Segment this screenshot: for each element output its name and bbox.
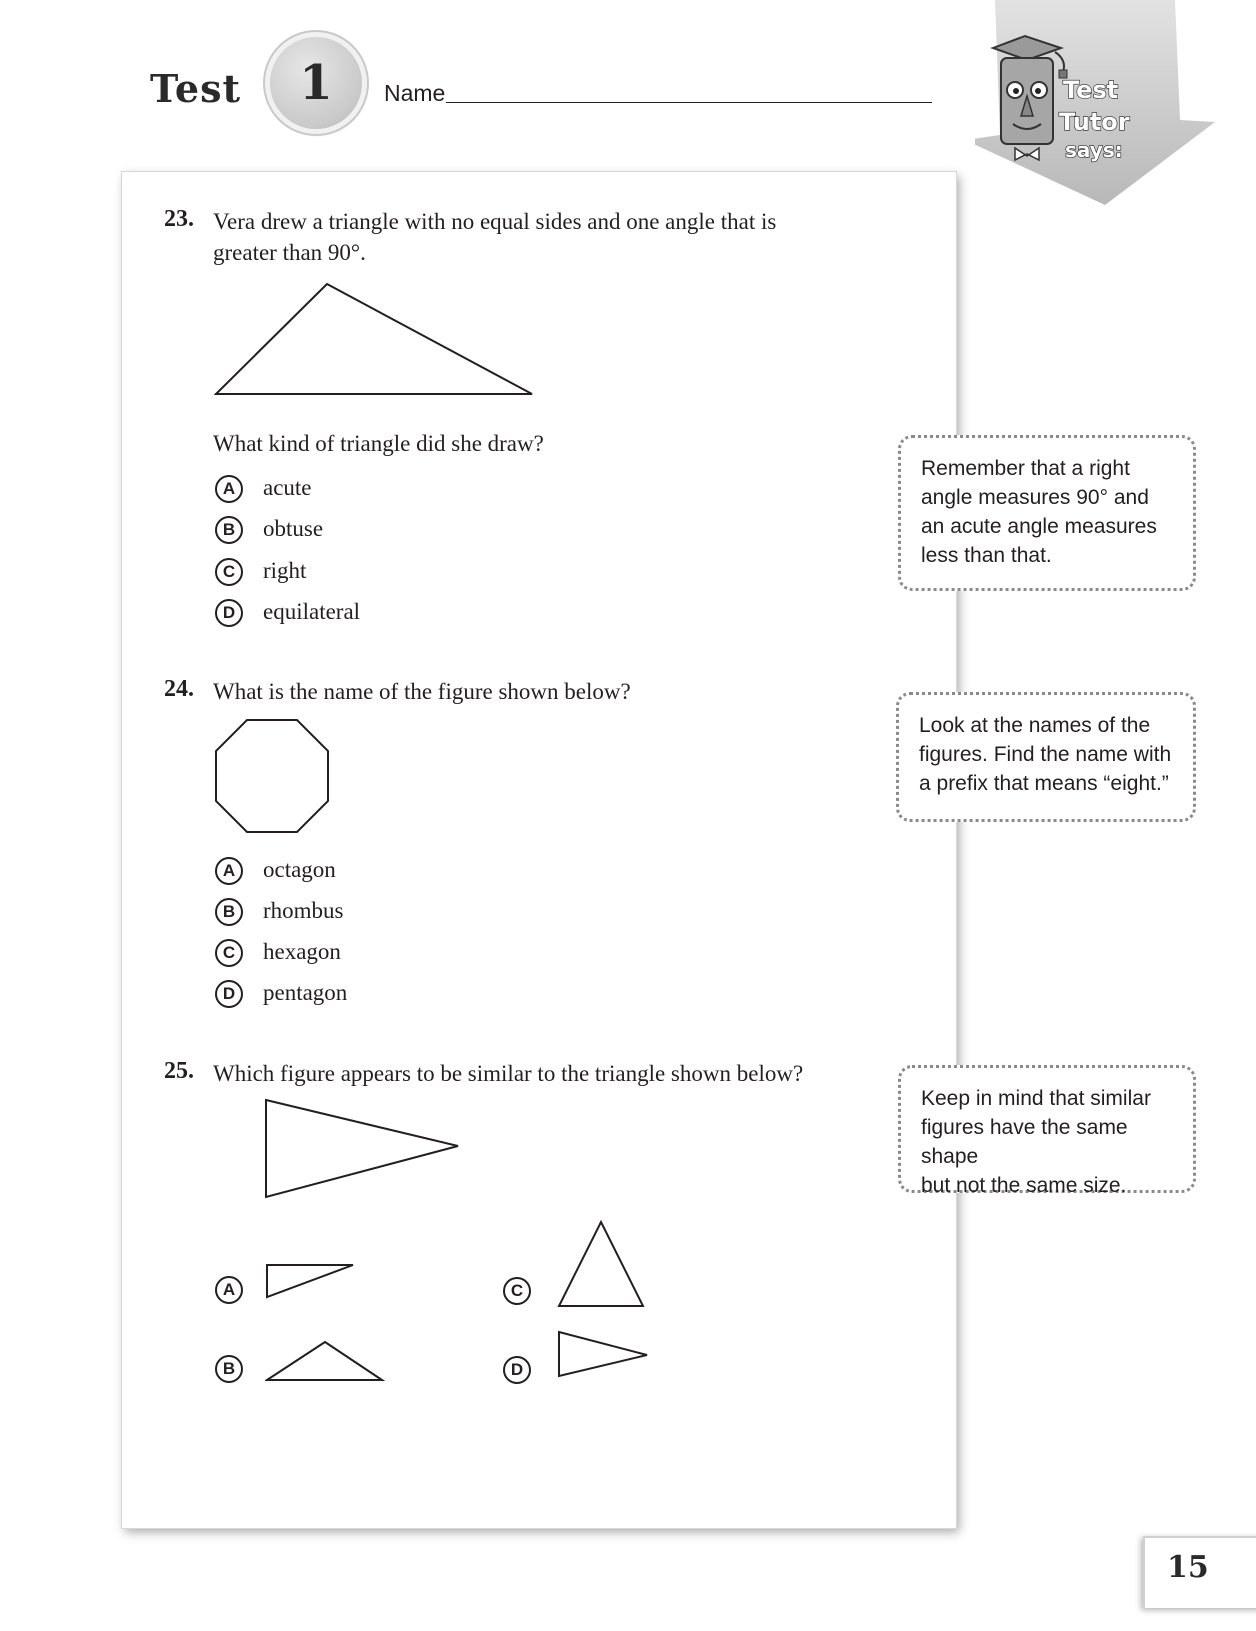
option-d-bubble[interactable]: D xyxy=(215,599,243,627)
tip-line: figures have the same shape xyxy=(921,1116,1128,1168)
option-a-triangle-figure xyxy=(265,1263,357,1301)
tip-line: a prefix that means “eight.” xyxy=(919,772,1169,795)
tutor-tip-23 xyxy=(898,435,1196,591)
tip-line: an acute angle measures xyxy=(921,515,1157,538)
option-text: acute xyxy=(263,475,312,500)
tutor-line3: says: xyxy=(1065,138,1123,162)
option-c-bubble[interactable]: C xyxy=(503,1277,531,1305)
option-a-bubble[interactable]: A xyxy=(215,1276,243,1304)
option-text: hexagon xyxy=(263,939,341,964)
option-text: pentagon xyxy=(263,980,348,1005)
option-text: obtuse xyxy=(263,516,324,541)
test-number: 1 xyxy=(299,55,333,111)
question-number: 25. xyxy=(164,1058,194,1084)
option-c-triangle-figure xyxy=(557,1220,647,1310)
question-prompt: What kind of triangle did she draw? xyxy=(213,431,544,456)
page-number-tab xyxy=(1143,1536,1256,1608)
tip-line: Keep in mind that similar xyxy=(921,1087,1151,1110)
option-d-bubble[interactable]: D xyxy=(215,980,243,1008)
question-text-line: Vera drew a triangle with no equal sides and one angle that is xyxy=(213,209,777,234)
name-field[interactable] xyxy=(446,102,932,103)
option-b-bubble[interactable]: B xyxy=(215,898,243,926)
option-a-bubble[interactable]: A xyxy=(215,857,243,885)
option-b-bubble[interactable]: B xyxy=(215,516,243,544)
question-text: What is the name of the figure shown below? xyxy=(213,679,631,704)
tip-line: less than that. xyxy=(921,544,1052,567)
option-c-bubble[interactable]: C xyxy=(215,558,243,586)
name-label: Name xyxy=(384,80,446,106)
option-text: octagon xyxy=(263,857,336,882)
obtuse-triangle-figure xyxy=(214,282,554,402)
tip-line: angle measures 90° and xyxy=(921,486,1149,509)
octagon-figure xyxy=(214,718,332,836)
tutor-line1: Test xyxy=(1063,76,1119,104)
tutor-tip-25 xyxy=(898,1065,1196,1197)
tip-line: Remember that a right xyxy=(921,457,1130,480)
option-d-triangle-figure xyxy=(557,1330,651,1380)
tip-line: figures. Find the name with xyxy=(919,743,1172,766)
test-tutor-graphic xyxy=(975,0,1235,210)
option-b-triangle-figure xyxy=(265,1340,385,1384)
option-text: rhombus xyxy=(263,898,344,923)
option-b-bubble[interactable]: B xyxy=(215,1355,243,1383)
page-number: 15 xyxy=(1167,1550,1209,1585)
option-text: equilateral xyxy=(263,599,361,624)
question-panel xyxy=(122,172,956,1528)
option-c-bubble[interactable]: C xyxy=(215,939,243,967)
question-text: Which figure appears to be similar to the triangle shown below? xyxy=(213,1061,804,1086)
test-number-badge xyxy=(270,37,362,129)
tip-line: Look at the names of the xyxy=(919,714,1151,737)
tutor-arrow-icon xyxy=(975,0,1235,210)
question-number: 24. xyxy=(164,676,194,702)
option-text: right xyxy=(263,558,307,583)
reference-triangle-figure xyxy=(264,1098,462,1200)
tutor-line2: Tutor xyxy=(1059,108,1130,136)
question-text-line: greater than 90°. xyxy=(213,240,366,265)
option-a-bubble[interactable]: A xyxy=(215,475,243,503)
test-title: Test xyxy=(150,66,242,111)
question-number: 23. xyxy=(164,206,194,232)
option-d-bubble[interactable]: D xyxy=(503,1356,531,1384)
tutor-tip-24 xyxy=(896,692,1196,822)
tip-line: but not the same size. xyxy=(921,1174,1127,1197)
